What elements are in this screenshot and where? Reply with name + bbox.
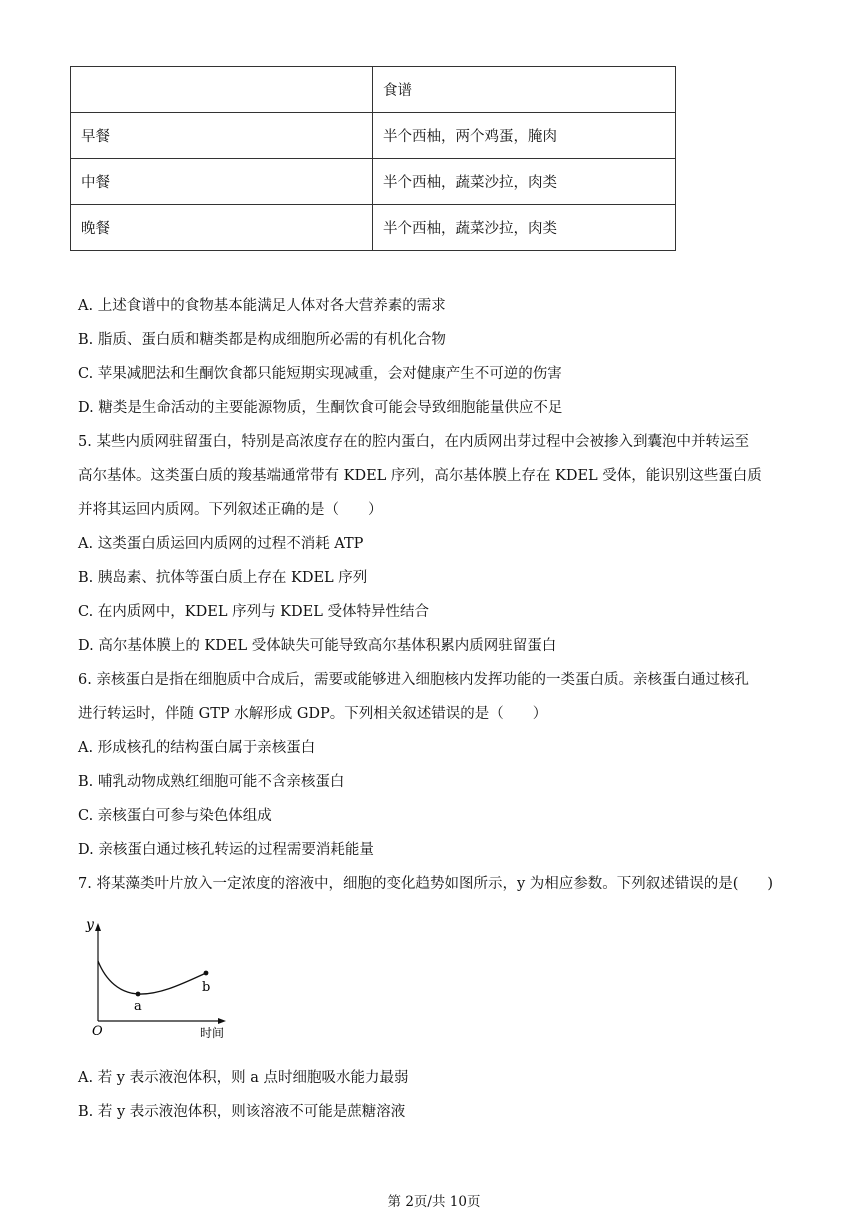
q5-option-d: D. 高尔基体膜上的 KDEL 受体缺失可能导致高尔基体积累内质网驻留蛋白 (78, 638, 557, 654)
table-header-cell (71, 67, 373, 113)
q6-stem-line: 6. 亲核蛋白是指在细胞质中合成后，需要或能够进入细胞核内发挥功能的一类蛋白质。亲核蛋白通过核孔 (78, 672, 749, 688)
table-row (71, 159, 676, 205)
page-footer: 第 2页/共 10页 (387, 1194, 481, 1210)
q6-stem-line: 进行转运时，伴随 GTP 水解形成 GDP。下列相关叙述错误的是（ ） (78, 706, 548, 722)
q4-option-d: D. 糖类是生命活动的主要能源物质，生酮饮食可能会导致细胞能量供应不足 (78, 400, 563, 416)
table-cell: 半个西柚，蔬菜沙拉，肉类 (373, 205, 676, 251)
q5-option-b: B. 胰岛素、抗体等蛋白质上存在 KDEL 序列 (78, 570, 368, 586)
q6-option-b: B. 哺乳动物成熟红细胞可能不含亲核蛋白 (78, 774, 345, 790)
q7-option-a: A. 若 y 表示液泡体积，则 a 点时细胞吸水能力最弱 (78, 1070, 409, 1086)
q6-option-a: A. 形成核孔的结构蛋白属于亲核蛋白 (78, 740, 316, 756)
table-header-row (71, 67, 676, 113)
table-cell: 半个西柚，蔬菜沙拉，肉类 (373, 159, 676, 205)
q7-figure (84, 915, 234, 1040)
origin-label: O (92, 1024, 103, 1039)
table-cell: 早餐 (71, 113, 373, 159)
point-b-marker (204, 971, 209, 976)
q5-option-c: C. 在内质网中，KDEL 序列与 KDEL 受体特异性结合 (78, 604, 429, 620)
point-a-label: a (134, 999, 142, 1014)
y-curve (98, 961, 206, 994)
q5-stem-line: 高尔基体。这类蛋白质的羧基端通常带有 KDEL 序列，高尔基体膜上存在 KDEL 受体，能识别这些蛋白质 (78, 468, 762, 484)
q4-option-b: B. 脂质、蛋白质和糖类都是构成细胞所必需的有机化合物 (78, 332, 446, 348)
q5-option-a: A. 这类蛋白质运回内质网的过程不消耗 ATP (78, 536, 364, 552)
q6-option-c: C. 亲核蛋白可参与染色体组成 (78, 808, 272, 824)
y-axis-label: y (86, 917, 94, 933)
q6-option-d: D. 亲核蛋白通过核孔转运的过程需要消耗能量 (78, 842, 374, 858)
diet-table (70, 66, 676, 251)
q4-option-c: C. 苹果减肥法和生酮饮食都只能短期实现减重，会对健康产生不可逆的伤害 (78, 366, 562, 382)
q5-stem-line: 并将其运回内质网。下列叙述正确的是（ ） (78, 502, 383, 518)
table-cell: 中餐 (71, 159, 373, 205)
q5-stem-line: 5. 某些内质网驻留蛋白，特别是高浓度存在的腔内蛋白，在内质网出芽过程中会被掺入到囊泡中并转运至 (78, 434, 749, 450)
table-cell: 半个西柚，两个鸡蛋，腌肉 (373, 113, 676, 159)
point-b-label: b (202, 980, 211, 995)
point-a-marker (136, 992, 141, 997)
table-cell: 晚餐 (71, 205, 373, 251)
q7-stem-line: 7. 将某藻类叶片放入一定浓度的溶液中，细胞的变化趋势如图所示，y 为相应参数。下列叙述错误的是( ) (78, 876, 774, 892)
q4-option-a: A. 上述食谱中的食物基本能满足人体对各大营养素的需求 (78, 298, 446, 314)
table-row (71, 113, 676, 159)
y-axis-arrow (95, 923, 101, 931)
x-axis-label: 时间 (200, 1026, 225, 1040)
table-row (71, 205, 676, 251)
table-header-cell: 食谱 (373, 67, 676, 113)
x-axis-arrow (218, 1018, 226, 1024)
q7-option-b: B. 若 y 表示液泡体积，则该溶液不可能是蔗糖溶液 (78, 1104, 406, 1120)
